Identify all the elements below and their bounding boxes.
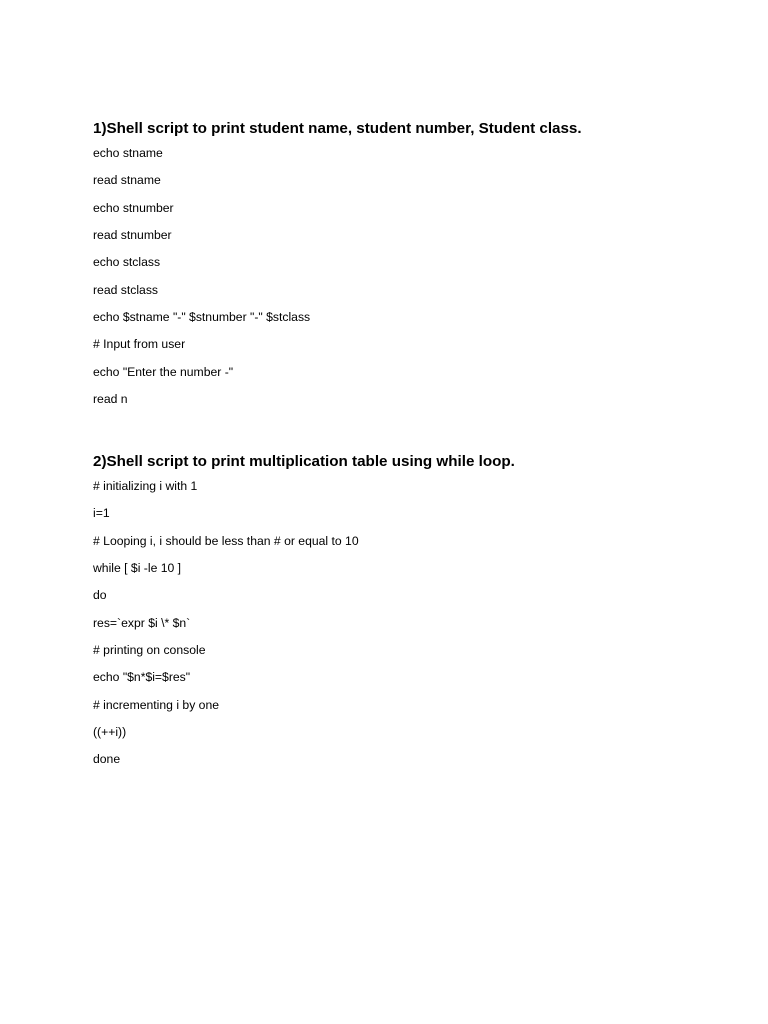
script-line: while [ $i -le 10 ] xyxy=(93,561,182,576)
script-line: ((++i)) xyxy=(93,725,127,740)
section-heading: 1)Shell script to print student name, student number, Student class. xyxy=(93,120,582,137)
section-heading: 2)Shell script to print multiplication table using while loop. xyxy=(93,453,515,470)
script-line: echo $stname "-" $stnumber "-" $stclass xyxy=(93,310,311,325)
section-multiplication-table-script xyxy=(93,451,733,779)
script-line: done xyxy=(93,752,121,767)
script-line: echo stname xyxy=(93,146,163,160)
script-line: do xyxy=(93,588,107,603)
section-student-info-script xyxy=(93,118,733,418)
script-line: # Looping i, i should be less than # or equal to 10 xyxy=(93,533,359,548)
script-line: # incrementing i by one xyxy=(93,697,220,712)
script-line: # initializing i with 1 xyxy=(93,479,198,493)
script-line: read stnumber xyxy=(93,228,172,243)
script-line: echo "Enter the number -" xyxy=(93,364,234,379)
script-line: # printing on console xyxy=(93,643,206,658)
script-line: res=`expr $i \* $n` xyxy=(93,615,191,630)
script-line: read stname xyxy=(93,173,161,188)
script-line: echo "$n*$i=$res" xyxy=(93,670,191,685)
script-line: read stclass xyxy=(93,282,159,297)
script-line: echo stnumber xyxy=(93,200,174,215)
script-line: read n xyxy=(93,392,128,407)
script-line: echo stclass xyxy=(93,255,161,270)
script-line: i=1 xyxy=(93,506,110,521)
script-line: # Input from user xyxy=(93,337,186,352)
